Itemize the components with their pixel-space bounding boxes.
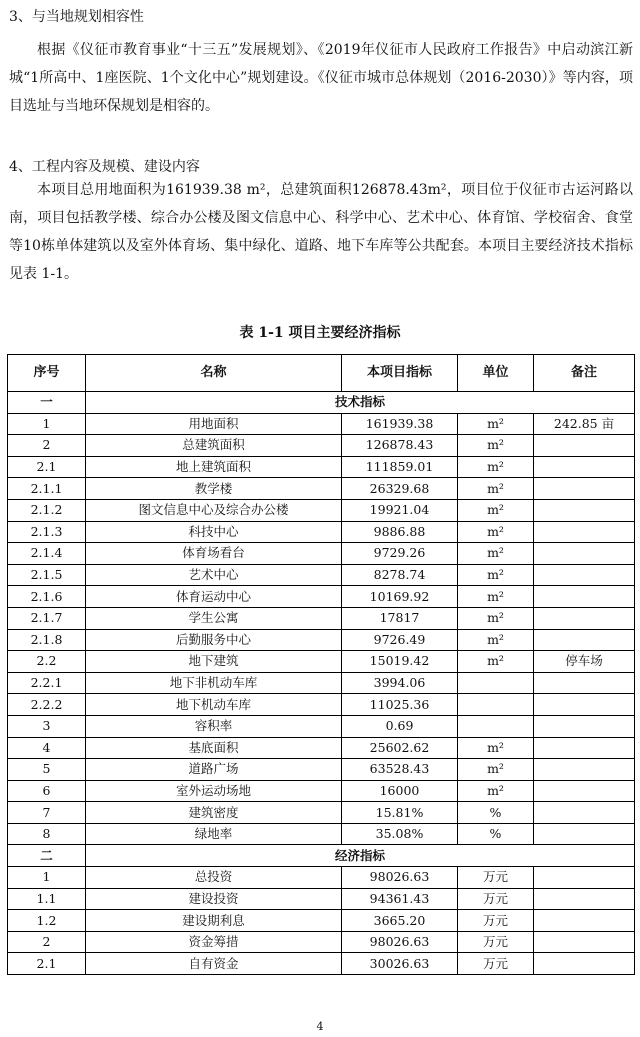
cell-no: 2 <box>8 435 86 457</box>
cell-no: 4 <box>8 737 86 759</box>
cell-value: 98026.63 <box>342 931 458 953</box>
cell-note <box>534 456 635 478</box>
cell-name: 基底面积 <box>86 737 342 759</box>
cell-unit: % <box>458 802 534 824</box>
cell-unit: 万元 <box>458 910 534 932</box>
cell-unit: m² <box>458 499 534 521</box>
cell-note <box>534 672 635 694</box>
cell-unit: m² <box>458 478 534 500</box>
table-row <box>8 499 635 521</box>
cell-no: 8 <box>8 823 86 845</box>
cell-name: 建设期利息 <box>86 910 342 932</box>
cell-no: 2.2.2 <box>8 694 86 716</box>
cell-name: 艺术中心 <box>86 564 342 586</box>
cell-unit: m² <box>458 521 534 543</box>
table-row <box>8 564 635 586</box>
cell-value: 94361.43 <box>342 888 458 910</box>
cell-note <box>534 759 635 781</box>
cell-unit: 万元 <box>458 867 534 889</box>
header-unit: 单位 <box>458 355 534 392</box>
cell-name: 总建筑面积 <box>86 435 342 457</box>
cell-name: 总投资 <box>86 867 342 889</box>
cell-no: 2.1.2 <box>8 499 86 521</box>
header-value: 本项目指标 <box>342 355 458 392</box>
section-4-heading: 4、工程内容及规模、建设内容 <box>9 159 200 175</box>
cell-no: 5 <box>8 759 86 781</box>
cell-no: 2.1.5 <box>8 564 86 586</box>
cell-name: 道路广场 <box>86 759 342 781</box>
cell-unit: m² <box>458 586 534 608</box>
cell-name: 建设投资 <box>86 888 342 910</box>
cell-note <box>534 737 635 759</box>
cell-value: 126878.43 <box>342 435 458 457</box>
cell-name: 地上建筑面积 <box>86 456 342 478</box>
cell-note <box>534 715 635 737</box>
cell-no: 2.2 <box>8 651 86 673</box>
cell-no: 6 <box>8 780 86 802</box>
table-row <box>8 888 635 910</box>
cell-note <box>534 564 635 586</box>
cell-unit: m² <box>458 435 534 457</box>
cell-note <box>534 478 635 500</box>
table-row <box>8 672 635 694</box>
cell-unit: m² <box>458 413 534 435</box>
cell-no: 2.1.7 <box>8 607 86 629</box>
cell-value: 26329.68 <box>342 478 458 500</box>
cell-value: 15019.42 <box>342 651 458 673</box>
cell-value: 35.08% <box>342 823 458 845</box>
cell-unit <box>458 715 534 737</box>
cell-value: 17817 <box>342 607 458 629</box>
header-note: 备注 <box>534 355 635 392</box>
table-row <box>8 715 635 737</box>
cell-name: 地下机动车库 <box>86 694 342 716</box>
table-row <box>8 456 635 478</box>
cell-name: 用地面积 <box>86 413 342 435</box>
page-number: 4 <box>316 1020 324 1033</box>
cell-no: 2.1 <box>8 953 86 975</box>
cell-value: 3994.06 <box>342 672 458 694</box>
cell-unit: m² <box>458 651 534 673</box>
cell-value: 161939.38 <box>342 413 458 435</box>
cell-name: 后勤服务中心 <box>86 629 342 651</box>
cell-value: 19921.04 <box>342 499 458 521</box>
table-row <box>8 478 635 500</box>
cell-name: 自有资金 <box>86 953 342 975</box>
cell-name: 建筑密度 <box>86 802 342 824</box>
cell-unit: 万元 <box>458 953 534 975</box>
table-row <box>8 780 635 802</box>
cell-name: 学生公寓 <box>86 607 342 629</box>
table-row <box>8 931 635 953</box>
cell-name: 体育运动中心 <box>86 586 342 608</box>
cell-note: 停车场 <box>534 651 635 673</box>
table-row <box>8 586 635 608</box>
cell-no: 2.2.1 <box>8 672 86 694</box>
cell-unit <box>458 694 534 716</box>
cell-value: 25602.62 <box>342 737 458 759</box>
cell-no: 2.1.8 <box>8 629 86 651</box>
cell-note <box>534 823 635 845</box>
cell-note <box>534 543 635 565</box>
cell-value: 10169.92 <box>342 586 458 608</box>
cell-no: 2.1.1 <box>8 478 86 500</box>
cell-value: 16000 <box>342 780 458 802</box>
cell-name: 地下非机动车库 <box>86 672 342 694</box>
cell-note <box>534 499 635 521</box>
cell-name: 图文信息中心及综合办公楼 <box>86 499 342 521</box>
cell-note <box>534 888 635 910</box>
cell-no: 2 <box>8 931 86 953</box>
cell-note <box>534 694 635 716</box>
cell-no: 3 <box>8 715 86 737</box>
cell-name: 地下建筑 <box>86 651 342 673</box>
cell-note <box>534 521 635 543</box>
cell-name: 资金筹措 <box>86 931 342 953</box>
cell-note: 242.85 亩 <box>534 413 635 435</box>
table-row <box>8 694 635 716</box>
cell-unit <box>458 672 534 694</box>
cell-note <box>534 953 635 975</box>
cell-unit: m² <box>458 780 534 802</box>
table-row <box>8 435 635 457</box>
cell-name: 科技中心 <box>86 521 342 543</box>
cell-no: 1 <box>8 867 86 889</box>
cell-unit: 万元 <box>458 888 534 910</box>
cell-unit: m² <box>458 456 534 478</box>
cell-no: 7 <box>8 802 86 824</box>
cell-note <box>534 780 635 802</box>
cell-value: 9886.88 <box>342 521 458 543</box>
cell-value: 3665.20 <box>342 910 458 932</box>
header-name: 名称 <box>86 355 342 392</box>
cell-no: 1.2 <box>8 910 86 932</box>
table-row <box>8 629 635 651</box>
table-row <box>8 759 635 781</box>
cell-value: 15.81% <box>342 802 458 824</box>
table-row <box>8 543 635 565</box>
cell-value: 9726.49 <box>342 629 458 651</box>
cell-value: 11025.36 <box>342 694 458 716</box>
cell-note <box>534 867 635 889</box>
section-4-paragraph: 本项目总用地面积为161939.38 m²，总建筑面积126878.43m²，项目位于仪征市古运河路以南，项目包括教学楼、综合办公楼及图文信息中心、科学中心、艺术中心、体育馆、学校宿舍、食堂等10栋单体建筑以及室外体育场、集中绿化、道路、地下车库等公共配套。本项目主要经济技术指标见表 1-1。 <box>9 182 633 282</box>
table-row <box>8 953 635 975</box>
table-row <box>8 651 635 673</box>
table-row <box>8 867 635 889</box>
cell-note <box>534 435 635 457</box>
table-row <box>8 607 635 629</box>
cell-name: 体育场看台 <box>86 543 342 565</box>
cell-note <box>534 629 635 651</box>
cell-name: 容积率 <box>86 715 342 737</box>
section-3-paragraph: 根据《仪征市教育事业“十三五”发展规划》、《2019年仪征市人民政府工作报告》中启动滨江新城“1所高中、1座医院、1个文化中心”规划建设。《仪征市城市总体规划（2016-2030）》等内容，项目选址与当地环保规划是相容的。 <box>9 42 633 114</box>
cell-value: 9729.26 <box>342 543 458 565</box>
cell-note <box>534 607 635 629</box>
indicator-table <box>7 354 635 975</box>
cell-unit: m² <box>458 607 534 629</box>
table-row <box>8 802 635 824</box>
header-no: 序号 <box>8 355 86 392</box>
cell-no: 2.1.4 <box>8 543 86 565</box>
cell-no: 1 <box>8 413 86 435</box>
cell-unit: 万元 <box>458 931 534 953</box>
section-row <box>8 845 635 867</box>
section-3-heading: 3、与当地规划相容性 <box>9 9 144 25</box>
cell-no: 2.1.3 <box>8 521 86 543</box>
cell-unit: m² <box>458 629 534 651</box>
cell-note <box>534 931 635 953</box>
cell-unit: m² <box>458 564 534 586</box>
section-row <box>8 392 635 414</box>
cell-name: 绿地率 <box>86 823 342 845</box>
cell-unit: m² <box>458 737 534 759</box>
cell-value: 111859.01 <box>342 456 458 478</box>
table-row <box>8 910 635 932</box>
cell-note <box>534 910 635 932</box>
section-label: 经济指标 <box>86 845 635 867</box>
cell-no: 1.1 <box>8 888 86 910</box>
section-label: 技术指标 <box>86 392 635 414</box>
cell-note <box>534 586 635 608</box>
cell-value: 63528.43 <box>342 759 458 781</box>
cell-value: 0.69 <box>342 715 458 737</box>
cell-no: 2.1.6 <box>8 586 86 608</box>
table-title: 表 1-1 项目主要经济指标 <box>239 325 401 341</box>
cell-value: 98026.63 <box>342 867 458 889</box>
table-row <box>8 823 635 845</box>
table-row <box>8 413 635 435</box>
cell-unit: % <box>458 823 534 845</box>
cell-unit: m² <box>458 759 534 781</box>
table-row <box>8 521 635 543</box>
table-header-row <box>8 355 635 392</box>
section-no: 一 <box>8 392 86 414</box>
cell-unit: m² <box>458 543 534 565</box>
cell-no: 2.1 <box>8 456 86 478</box>
cell-name: 教学楼 <box>86 478 342 500</box>
table-row <box>8 737 635 759</box>
cell-note <box>534 802 635 824</box>
cell-value: 8278.74 <box>342 564 458 586</box>
cell-value: 30026.63 <box>342 953 458 975</box>
cell-name: 室外运动场地 <box>86 780 342 802</box>
section-no: 二 <box>8 845 86 867</box>
